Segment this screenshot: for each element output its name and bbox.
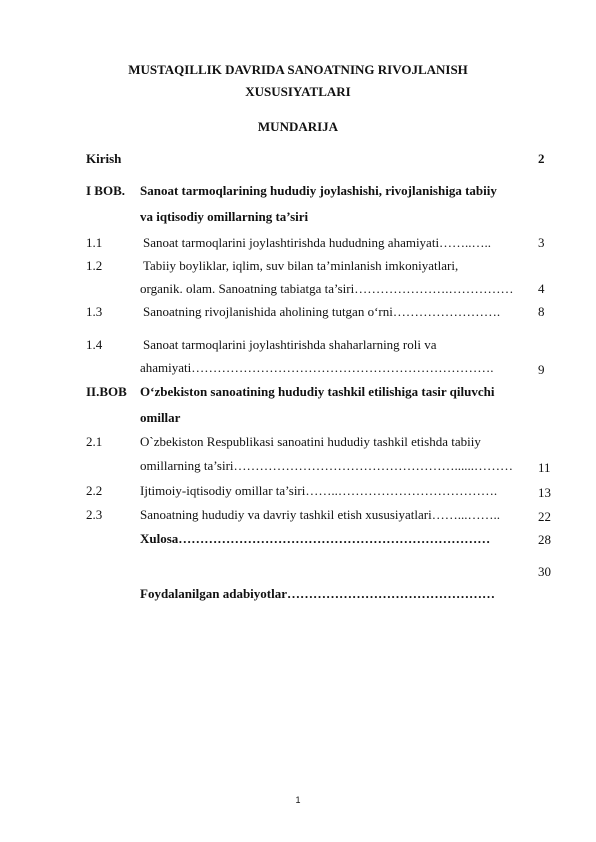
toc-section-1-4-page: 9 [538, 362, 545, 377]
toc-section-1-3-number: 1.3 [86, 304, 103, 319]
toc-section-2-2-page: 13 [538, 485, 551, 500]
toc-section-2-3-title: Sanoatning hududiy va davriy tashkil etish xususiyatlari……...…….. [140, 507, 500, 522]
toc-section-2-1-number: 2.1 [86, 434, 103, 449]
toc-section-2-1-page: 11 [538, 460, 551, 475]
toc-section-1-2-page: 4 [538, 281, 545, 296]
toc-section-1-2-title-line1: Tabiiy boyliklar, iqlim, suv bilan ta’minlanish imkoniyatlari, [143, 258, 459, 273]
toc-entry-kirish-page: 2 [538, 151, 545, 166]
toc-section-1-4-number: 1.4 [86, 337, 103, 352]
toc-section-1-2-title-line2: organik. olam. Sanoatning tabiatga ta’siri………………….…………… [140, 281, 514, 296]
toc-entry-adabiyot-page: 30 [538, 564, 551, 579]
toc-entry-kirish-label: Kirish [86, 151, 122, 166]
toc-section-2-2-number: 2.2 [86, 483, 103, 498]
toc-chapter-2-number: II.BOB [86, 384, 127, 399]
toc-chapter-1-title-line2: va iqtisodiy omillarning ta’siri [140, 209, 309, 224]
toc-entry-xulosa-page: 28 [538, 532, 551, 547]
page-number-footer: 1 [295, 795, 301, 805]
toc-heading: MUNDARIJA [257, 119, 339, 134]
toc-section-2-3-number: 2.3 [86, 507, 103, 522]
toc-section-2-3-page: 22 [538, 509, 551, 524]
toc-chapter-2-title-line1: O‘zbekiston sanoatining hududiy tashkil etilishiga tasir qiluvchi [140, 384, 495, 399]
toc-section-1-4-title-line2: ahamiyati……………………………………………………………. [140, 360, 494, 375]
toc-section-1-3-title: Sanoatning rivojlanishida aholining tutgan o‘rni……………………. [143, 304, 501, 319]
toc-section-1-1-page: 3 [538, 235, 545, 250]
toc-entry-adabiyot-label: Foydalanilgan adabiyotlar………………………………………… [140, 586, 495, 601]
toc-section-1-1-number: 1.1 [86, 235, 103, 250]
toc-section-1-4-title-line1: Sanoat tarmoqlarini joylashtirishda shaharlarning roli va [143, 337, 437, 352]
toc-section-2-2-title: Ijtimoiy-iqtisodiy omillar ta’siri……..………………………………. [140, 483, 498, 498]
toc-section-2-1-title-line2: omillarning ta’siri……………………………………………......……… [140, 458, 514, 473]
document-title-line2: XUSUSIYATLARI [245, 84, 351, 99]
toc-section-2-1-title-line1: O`zbekiston Respublikasi sanoatini hududiy tashkil etishda tabiiy [140, 434, 481, 449]
toc-entry-xulosa-label: Xulosa……………………………………………………………… [140, 531, 491, 546]
toc-chapter-2-title-line2: omillar [140, 410, 181, 425]
toc-section-1-3-page: 8 [538, 304, 545, 319]
document-title-line1: MUSTAQILLIK DAVRIDA SANOATNING RIVOJLANISH [128, 62, 468, 77]
toc-section-1-2-number: 1.2 [86, 258, 103, 273]
toc-chapter-1-title-line1: Sanoat tarmoqlarining hududiy joylashishi, rivojlanishiga tabiiy [140, 183, 497, 198]
toc-section-1-1-title: Sanoat tarmoqlarini joylashtirishda hududning ahamiyati……..….. [143, 235, 492, 250]
toc-chapter-1-number: I BOB. [86, 183, 126, 198]
